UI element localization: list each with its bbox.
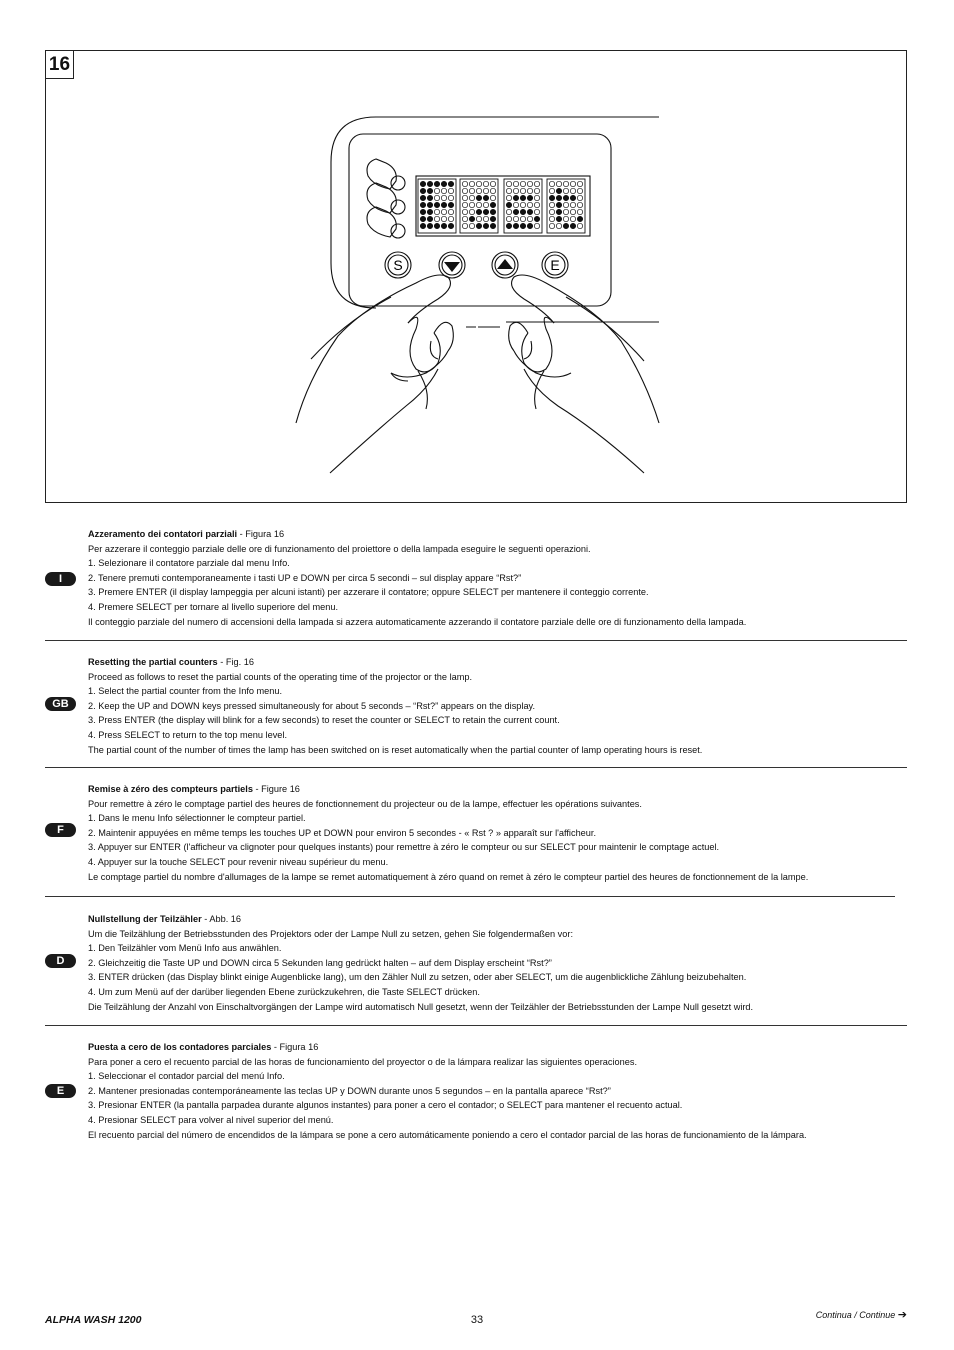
text-line: 4. Presionar SELECT para volver al nivel superior del menú. <box>88 1114 334 1125</box>
display-dot-on <box>420 195 425 200</box>
display-dot-off <box>556 223 561 228</box>
display-dot-on <box>483 195 488 200</box>
section-heading <box>88 655 903 670</box>
display-dot-on <box>448 223 453 228</box>
instruction-text <box>88 782 903 884</box>
section-divider <box>45 896 895 897</box>
display-dot-off <box>527 202 532 207</box>
display-dot-on <box>420 216 425 221</box>
display-dot-off <box>490 181 495 186</box>
section-heading <box>88 912 903 927</box>
display-dot-on <box>534 216 539 221</box>
display-dot-on <box>527 223 532 228</box>
display-dot-off <box>570 188 575 193</box>
continue-note <box>816 1308 907 1321</box>
display-dot-off <box>476 202 481 207</box>
display-dot-on <box>420 181 425 186</box>
display-dot-off <box>506 209 511 214</box>
instruction-section-f <box>45 782 907 897</box>
display-dot-on <box>563 195 568 200</box>
figure-number: 16 <box>46 51 74 79</box>
text-line: 1. Seleccionar el contador parcial del menú Info. <box>88 1071 285 1082</box>
instruction-text <box>88 527 903 629</box>
text-line: 1. Selezionare il contatore parziale dal menu Info. <box>88 558 290 569</box>
text-line: 3. Premere ENTER (il display lampeggia per alcuni istanti) per azzerare il contatore; oppure SELECT per mantenere il conteggio corrente. <box>88 587 649 598</box>
display-dot-on <box>549 195 554 200</box>
select-button-label: S <box>393 257 403 273</box>
display-dot-on <box>490 223 495 228</box>
display-dot-off <box>441 209 446 214</box>
text-line: 2. Keep the UP and DOWN keys pressed simultaneously for about 5 seconds – “Rst?” appears on the display. <box>88 700 536 711</box>
display-dot-on <box>513 223 518 228</box>
display-dot-on <box>427 195 432 200</box>
section-divider <box>45 640 907 641</box>
display-dot-off <box>549 188 554 193</box>
display-dot-off <box>441 195 446 200</box>
display-dot-off <box>534 209 539 214</box>
language-badge: D <box>45 954 76 968</box>
display-dot-off <box>441 216 446 221</box>
display-dot-off <box>483 202 488 207</box>
heading-title: Resetting the partial counters <box>88 657 218 667</box>
display-dot-on <box>420 223 425 228</box>
display-dot-on <box>427 181 432 186</box>
text-line: Proceed as follows to reset the partial counts of the operating time of the projector or the lamp. <box>88 671 473 682</box>
display-dot-off <box>434 216 439 221</box>
display-dot-on <box>490 216 495 221</box>
display-dot-off <box>520 202 525 207</box>
display-dot-off <box>469 223 474 228</box>
display-dot-off <box>462 209 467 214</box>
display-dot-off <box>441 188 446 193</box>
heading-title: Puesta a cero de los contadores parciales <box>88 1042 272 1052</box>
display-dot-on <box>427 188 432 193</box>
up-arrow-icon <box>497 259 513 269</box>
display-dot-off <box>469 195 474 200</box>
display-dot-on <box>490 209 495 214</box>
display-dot-off <box>534 181 539 186</box>
display-dot-off <box>549 181 554 186</box>
display-dot-on <box>420 188 425 193</box>
display-dot-off <box>577 181 582 186</box>
language-badge: E <box>45 1084 76 1098</box>
display-dot-off <box>490 188 495 193</box>
display-dot-off <box>476 188 481 193</box>
hands-illustration <box>296 275 659 473</box>
display-dot-off <box>513 202 518 207</box>
figure-reference: - Figura 16 <box>237 529 285 539</box>
display-dot-off <box>549 202 554 207</box>
display-dot-on <box>427 209 432 214</box>
display-dot-off <box>448 188 453 193</box>
display-dot-on <box>427 223 432 228</box>
figure-reference: - Fig. 16 <box>217 657 254 667</box>
figure-reference: - Abb. 16 <box>201 914 242 924</box>
display-dot-on <box>520 195 525 200</box>
continue-text: Continua / Continue <box>815 1310 896 1320</box>
arrow-right-icon: ➔ <box>897 1309 907 1321</box>
display-dot-off <box>534 188 539 193</box>
display-dot-off <box>563 216 568 221</box>
display-dot-on <box>556 202 561 207</box>
display-dot-off <box>577 188 582 193</box>
display-dot-on <box>556 216 561 221</box>
section-heading <box>88 527 903 542</box>
display-dot-off <box>513 188 518 193</box>
instruction-text <box>88 912 903 1014</box>
display-dot-on <box>556 195 561 200</box>
display-dot-off <box>462 188 467 193</box>
display-dot-off <box>513 216 518 221</box>
text-line: The partial count of the number of times the lamp has been switched on is reset automatically when the partial counter of lamp operating hours is reset. <box>88 744 703 755</box>
display-dot-off <box>462 181 467 186</box>
section-heading <box>88 782 903 797</box>
display-dot-on <box>434 223 439 228</box>
text-line: Die Teilzählung der Anzahl von Einschaltvorgängen der Lampe wird automatisch Null gesetzt, wenn der Teilzähler der Betriebsstunden der Lampe Null gesetzt wird. <box>88 1001 754 1012</box>
display-dot-off <box>527 216 532 221</box>
display-dot-on <box>490 202 495 207</box>
text-line: El recuento parcial del número de encendidos de la lámpara se pone a cero automáticamente poniendo a cero el contador parcial de las horas de funcionamiento de la lámpara. <box>88 1129 807 1140</box>
display-dot-off <box>549 223 554 228</box>
display-dot-off <box>577 202 582 207</box>
product-name: ALPHA WASH 1200 <box>45 1314 142 1326</box>
display-dot-off <box>483 181 488 186</box>
instruction-text <box>88 655 903 757</box>
display-dot-off <box>434 188 439 193</box>
display-dot-off <box>563 202 568 207</box>
text-line: Per azzerare il conteggio parziale delle ore di funzionamento del proiettore o della lampada eseguire le seguenti operazioni. <box>88 543 591 554</box>
display-dot-off <box>462 202 467 207</box>
display-dot-off <box>520 216 525 221</box>
display-dot-on <box>570 195 575 200</box>
display-dot-on <box>506 223 511 228</box>
language-badge: GB <box>45 697 76 711</box>
display-dot-off <box>469 209 474 214</box>
figure-16 <box>45 50 907 503</box>
display-dot-off <box>476 216 481 221</box>
display-dot-off <box>570 202 575 207</box>
display-dot-off <box>448 209 453 214</box>
text-line: 4. Appuyer sur la touche SELECT pour revenir niveau supérieur du menu. <box>88 856 389 867</box>
display-dot-off <box>462 195 467 200</box>
display-dot-on <box>441 223 446 228</box>
display-dot-off <box>577 209 582 214</box>
text-line: 1. Den Teilzähler vom Menü Info aus anwählen. <box>88 943 282 954</box>
figure-reference: - Figure 16 <box>252 784 300 794</box>
text-line: 2. Maintenir appuyées en même temps les touches UP et DOWN pour environ 5 secondes - « Rst ? » apparaît sur l'afficheur. <box>88 827 597 838</box>
display-dot-off <box>469 202 474 207</box>
display-dot-off <box>462 216 467 221</box>
display-dot-on <box>506 202 511 207</box>
display-dot-off <box>534 202 539 207</box>
display-dot-off <box>506 216 511 221</box>
display-dot-on <box>420 202 425 207</box>
instruction-section-gb <box>45 655 907 768</box>
display-dot-on <box>476 209 481 214</box>
display-dot-off <box>520 188 525 193</box>
display-dot-on <box>420 209 425 214</box>
display-dot-off <box>462 223 467 228</box>
display-dot-on <box>563 223 568 228</box>
display-dot-off <box>577 195 582 200</box>
text-line: Um die Teilzählung der Betriebsstunden des Projektors oder der Lampe Null zu setzen, gehen Sie folgendermaßen vor: <box>88 928 573 939</box>
down-arrow-icon <box>444 262 460 272</box>
heading-title: Nullstellung der Teilzähler <box>88 914 202 924</box>
display-dot-off <box>527 181 532 186</box>
section-divider <box>45 1025 907 1026</box>
display-dot-off <box>577 223 582 228</box>
text-line: 2. Mantener presionadas contemporáneamente las teclas UP y DOWN durante unos 5 segundos – en la pantalla aparece “Rst?” <box>88 1085 611 1096</box>
display-dot-off <box>506 188 511 193</box>
display-dot-off <box>483 216 488 221</box>
instruction-section-i <box>45 527 907 641</box>
display-dot-off <box>469 181 474 186</box>
display-dot-off <box>549 216 554 221</box>
display-dot-off <box>513 181 518 186</box>
display-dot-on <box>448 202 453 207</box>
instruction-section-e <box>45 1040 907 1150</box>
display-dot-on <box>469 216 474 221</box>
instruction-section-d <box>45 912 907 1026</box>
text-line: 4. Um zum Menü auf der darüber liegenden Ebene zurückzukehren, die Taste SELECT drücken. <box>88 986 480 997</box>
display-dot-off <box>563 181 568 186</box>
display-dot-on <box>556 188 561 193</box>
text-line: Le comptage partiel du nombre d'allumages de la lampe se remet automatiquement à zéro quand on remet à zéro le compteur partiel des heures de fonctionnement de la lampe. <box>88 871 809 882</box>
display-dot-off <box>563 209 568 214</box>
display-dot-off <box>520 181 525 186</box>
language-badge: F <box>45 823 76 837</box>
text-line: 2. Tenere premuti contemporaneamente i tasti UP e DOWN per circa 5 secondi – sul display appare “Rst?” <box>88 572 522 583</box>
text-line: 4. Premere SELECT per tornare al livello superiore del menu. <box>88 601 339 612</box>
display-dot-off <box>570 209 575 214</box>
display-dot-off <box>506 181 511 186</box>
text-line: 3. Appuyer sur ENTER (l'afficheur va clignoter pour quelques instants) pour remettre à zéro le compteur ou sur SELECT pour maintenir le comptage actuel. <box>88 842 720 853</box>
text-line: 1. Select the partial counter from the Info menu. <box>88 686 283 697</box>
display-dot-on <box>448 181 453 186</box>
display-dot-off <box>534 223 539 228</box>
text-line: 4. Press SELECT to return to the top menu level. <box>88 729 287 740</box>
text-line: Para poner a cero el recuento parcial de las horas de funcionamiento del proyector o de la lámpara realizar las siguientes operaciones. <box>88 1056 638 1067</box>
display-dot-off <box>434 195 439 200</box>
text-line: 3. Press ENTER (the display will blink for a few seconds) to reset the counter or SELECT to retain the current count. <box>88 715 560 726</box>
display-dot-on <box>434 202 439 207</box>
display-dot-off <box>570 216 575 221</box>
display-dot-off <box>476 181 481 186</box>
display-dot-off <box>448 195 453 200</box>
display-dot-off <box>434 209 439 214</box>
display-dot-on <box>513 209 518 214</box>
display-dot-on <box>527 195 532 200</box>
text-line: 1. Dans le menu Info sélectionner le compteur partiel. <box>88 813 306 824</box>
section-heading <box>88 1040 903 1055</box>
text-line: 3. Presionar ENTER (la pantalla parpadea durante algunos instantes) para poner a cero el contador; o SELECT para mantener el recuento actual. <box>88 1100 683 1111</box>
heading-title: Azzeramento dei contatori parziali <box>88 529 238 539</box>
display-dot-off <box>556 181 561 186</box>
instruction-text <box>88 1040 903 1142</box>
display-dot-off <box>563 188 568 193</box>
display-dot-off <box>469 188 474 193</box>
display-dot-on <box>570 223 575 228</box>
text-line: Il conteggio parziale del numero di accensioni della lampada si azzera automaticamente azzerando il contatore parziale delle ore di funzionamento della lampada. <box>88 616 747 627</box>
display-dot-on <box>441 202 446 207</box>
text-line: 3. ENTER drücken (das Display blinkt einige Augenblicke lang), um den Zähler Null zu setzen, oder aber SELECT, um die augenblickliche Zählung beizubehalten. <box>88 972 747 983</box>
page-number: 33 <box>470 1314 484 1326</box>
display-dot-on <box>513 195 518 200</box>
display-dot-on <box>434 181 439 186</box>
control-panel-illustration <box>46 51 908 504</box>
display-dot-on <box>483 223 488 228</box>
display-dot-on <box>483 209 488 214</box>
language-badge: I <box>45 572 76 586</box>
display-dot-on <box>427 216 432 221</box>
display-dot-off <box>570 181 575 186</box>
display-dot-on <box>577 216 582 221</box>
text-line: Pour remettre à zéro le comptage partiel des heures de fonctionnement du projecteur ou de la lampe, effectuer les opérations suivantes. <box>88 798 642 809</box>
display-dot-on <box>520 209 525 214</box>
display-dot-on <box>441 181 446 186</box>
dot-matrix-display <box>418 179 585 233</box>
section-divider <box>45 767 907 768</box>
display-dot-off <box>549 209 554 214</box>
display-dot-on <box>527 209 532 214</box>
enter-button-label: E <box>550 257 560 273</box>
display-dot-off <box>506 195 511 200</box>
display-dot-on <box>476 195 481 200</box>
heading-title: Remise à zéro des compteurs partiels <box>88 784 253 794</box>
display-dot-off <box>527 188 532 193</box>
display-dot-on <box>476 223 481 228</box>
display-dot-off <box>448 216 453 221</box>
text-line: 2. Gleichzeitig die Taste UP und DOWN circa 5 Sekunden lang gedrückt halten – auf dem Display erscheint “Rst?” <box>88 957 552 968</box>
display-dot-on <box>520 223 525 228</box>
display-dot-on <box>556 209 561 214</box>
display-dot-off <box>483 188 488 193</box>
display-dot-off <box>490 195 495 200</box>
display-dot-on <box>427 202 432 207</box>
display-dot-off <box>534 195 539 200</box>
status-leds <box>367 159 405 238</box>
figure-reference: - Figura 16 <box>271 1042 319 1052</box>
